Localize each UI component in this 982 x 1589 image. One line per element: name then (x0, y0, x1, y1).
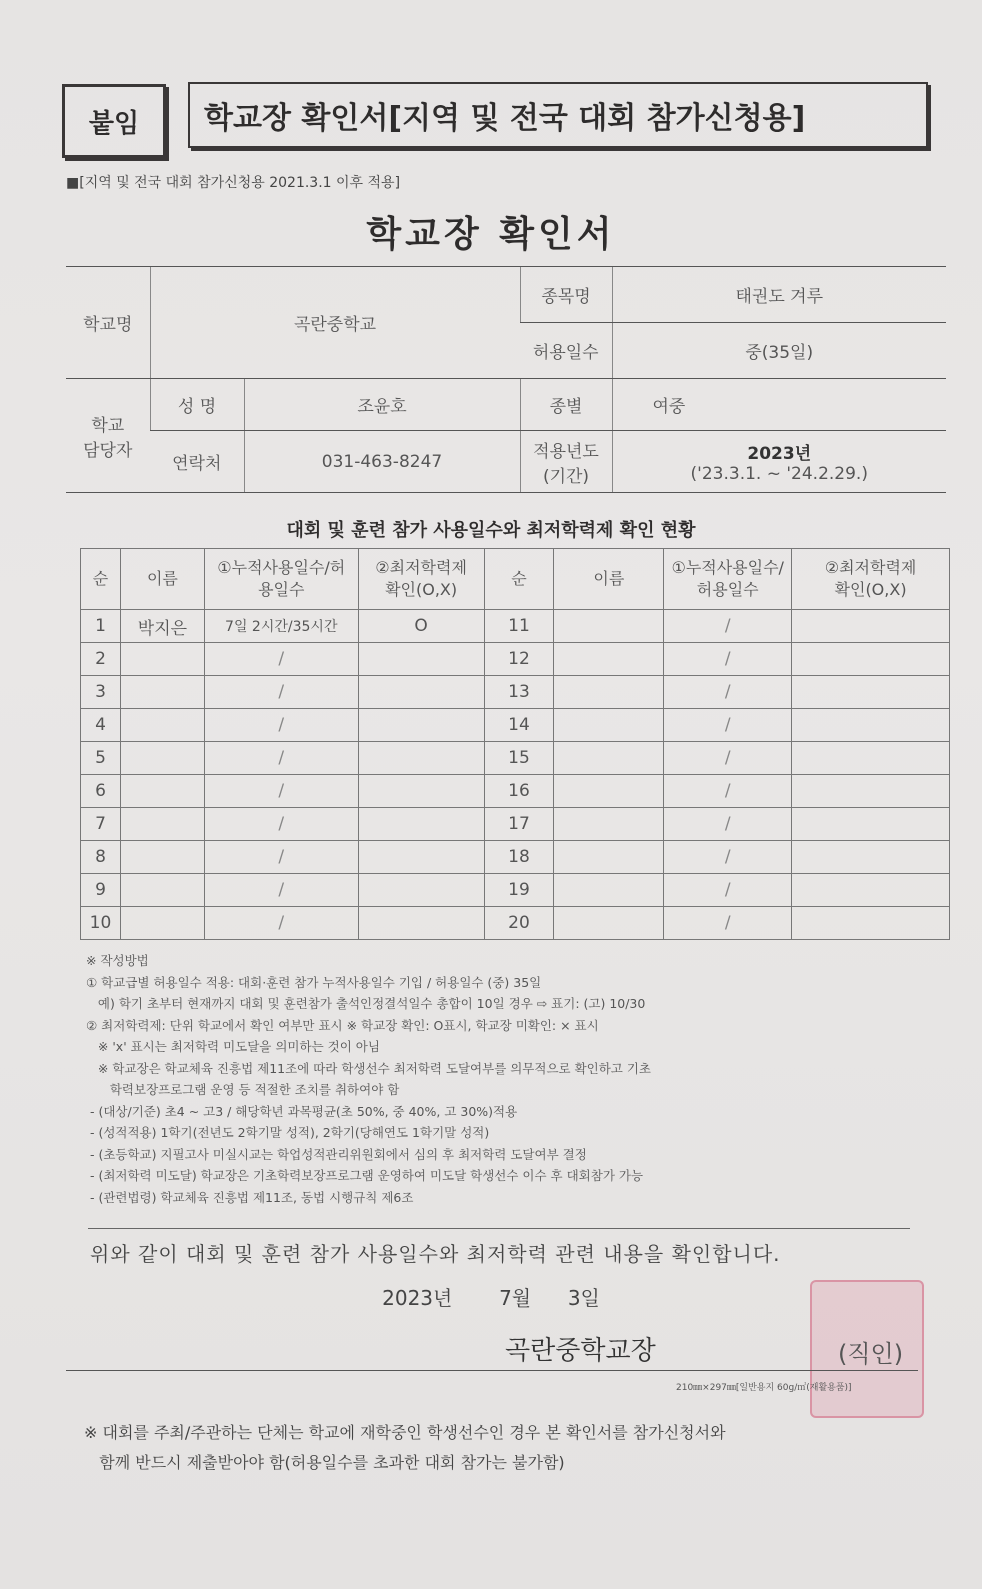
row-days-right: / (664, 874, 792, 907)
header-academic-line2: 확인(O,X) (385, 580, 458, 599)
attachment-label: 붙임 (62, 84, 166, 158)
row-check-right (792, 709, 950, 742)
year-label (520, 431, 612, 493)
header-days-right-line1: ①누적사용일수/ (671, 558, 784, 578)
row-days-right: / (664, 808, 792, 841)
row-days-right: / (664, 775, 792, 808)
row-no-right: 11 (484, 610, 554, 643)
row-no: 10 (81, 907, 121, 940)
row-check-right (792, 841, 950, 874)
row-check (358, 874, 484, 907)
contact-value: 031-463-8247 (244, 431, 520, 493)
row-name-right (554, 610, 664, 643)
row-no: 9 (81, 874, 121, 907)
row-name (120, 643, 204, 676)
row-name-right (554, 874, 664, 907)
header-no-right: 순 (484, 549, 554, 610)
row-name (120, 907, 204, 940)
row-name-right (554, 775, 664, 808)
row-no: 1 (81, 610, 121, 643)
row-name (120, 808, 204, 841)
row-check-right (792, 742, 950, 775)
period-value: ('23.3.1. ~ '24.2.29.) (690, 464, 868, 484)
note-line: - (관련법령) 학교체육 진흥법 제11조, 동법 시행규칙 제6조 (86, 1189, 414, 1205)
row-days: / (204, 775, 358, 808)
row-name-right (554, 709, 664, 742)
name-value: 조윤호 (244, 379, 520, 431)
allowed-days-value: 중(35일) (612, 323, 946, 379)
row-name-right (554, 841, 664, 874)
row-name (120, 874, 204, 907)
sport-label: 종목명 (520, 267, 612, 323)
table-row (81, 907, 950, 940)
row-days: / (204, 709, 358, 742)
table-row (81, 841, 950, 874)
top-notice: ■[지역 및 전국 대회 참가신청용 2021.3.1 이후 적용] (66, 175, 401, 191)
row-no-right: 12 (484, 643, 554, 676)
row-check-right (792, 874, 950, 907)
confirm-statement: 위와 같이 대회 및 훈련 참가 사용일수와 최저학력 관련 내용을 확인합니다. (90, 1242, 781, 1266)
table-header-row (81, 549, 950, 610)
table-row (81, 643, 950, 676)
row-days-right: / (664, 610, 792, 643)
row-check-right (792, 610, 950, 643)
row-days: / (204, 676, 358, 709)
info-table (66, 266, 946, 493)
note-line: 학력보장프로그램 운영 등 적절한 조치를 취하여야 함 (86, 1082, 400, 1097)
note-line: ※ 학교장은 학교체육 진흥법 제11조에 따라 학생선수 최저학력 도달여부를 의무적으로 확인하고 기초 (86, 1060, 652, 1076)
row-days: / (204, 874, 358, 907)
row-days-right: / (664, 841, 792, 874)
header-days-right (664, 549, 792, 610)
divider (88, 1228, 910, 1229)
row-days-right: / (664, 643, 792, 676)
header-days-line1: ①누적사용일수/허 (217, 558, 346, 578)
row-days-right: / (664, 676, 792, 709)
usage-table (80, 548, 950, 940)
row-no-right: 16 (484, 775, 554, 808)
row-no: 5 (81, 742, 121, 775)
note-line: - (최저학력 미도달) 학교장은 기초학력보장프로그램 운영하여 미도달 학생선수 이수 후 대회참가 가능 (86, 1168, 644, 1183)
row-check (358, 808, 484, 841)
date-month: 7월 (499, 1286, 532, 1310)
row-check-right (792, 676, 950, 709)
note-line: ① 학교급별 허용일수 적용: 대회·훈련 참가 누적사용일수 기입 / 허용일수 (중) 35일 (86, 974, 542, 990)
school-label: 학교명 (66, 267, 150, 379)
header-name: 이름 (120, 549, 204, 610)
divider (66, 1370, 918, 1371)
row-days: / (204, 808, 358, 841)
row-days-right: / (664, 709, 792, 742)
staff-label (66, 379, 150, 493)
footer-line: ※ 대회를 주최/주관하는 단체는 학교에 재학중인 학생선수인 경우 본 확인서를 참가신청서와 (84, 1423, 726, 1442)
note-line: ② 최저학력제: 단위 학교에서 확인 여부만 표시 ※ 학교장 확인: O표시, 학교장 미확인: × 표시 (86, 1017, 599, 1033)
staff-label-line1: 학교 (91, 415, 125, 436)
row-check-right (792, 808, 950, 841)
header-days-line2: 용일수 (258, 580, 305, 599)
date-day: 3일 (567, 1286, 600, 1310)
row-no-right: 19 (484, 874, 554, 907)
doc-title: 학교장 확인서 (366, 214, 616, 255)
table-row (81, 742, 950, 775)
seal-label: (직인) (838, 1340, 904, 1368)
category-value: 여중 (612, 379, 946, 431)
row-check (358, 742, 484, 775)
footer-line: 함께 반드시 제출받아야 함(허용일수를 초과한 대회 참가는 불가함) (84, 1453, 565, 1472)
row-name-right (554, 808, 664, 841)
row-no-right: 14 (484, 709, 554, 742)
row-days: 7일 2시간/35시간 (204, 610, 358, 643)
row-check-right (792, 643, 950, 676)
date-year: 2023년 (382, 1286, 453, 1310)
row-name (120, 676, 204, 709)
staff-label-line2: 담당자 (83, 440, 133, 461)
row-name-right (554, 643, 664, 676)
row-check (358, 709, 484, 742)
row-check-right (792, 907, 950, 940)
header-academic-line1: ②최저학력제 (375, 558, 467, 578)
year-label-line1: 적용년도 (533, 441, 599, 462)
header-no: 순 (81, 549, 121, 610)
table-row (81, 610, 950, 643)
note-line: 예) 학기 초부터 현재까지 대회 및 훈련참가 출석인정결석일수 총합이 10일 경우 ⇨ 표기: (고) 10/30 (86, 996, 646, 1011)
row-days-right: / (664, 742, 792, 775)
sport-value: 태권도 겨루 (612, 267, 946, 323)
table-title: 대회 및 훈련 참가 사용일수와 최저학력제 확인 현황 (286, 520, 696, 541)
row-days: / (204, 742, 358, 775)
row-no: 6 (81, 775, 121, 808)
name-label: 성 명 (150, 379, 244, 431)
header-academic-right-line2: 확인(O,X) (834, 580, 907, 599)
header-name-right: 이름 (554, 549, 664, 610)
row-no-right: 13 (484, 676, 554, 709)
row-no: 8 (81, 841, 121, 874)
row-name (120, 742, 204, 775)
row-name (120, 709, 204, 742)
row-check (358, 676, 484, 709)
note-line: - (성적적용) 1학기(전년도 2학기말 성적), 2학기(당해연도 1학기말 성적) (86, 1125, 490, 1140)
year-label-line2: (기간) (542, 466, 590, 487)
allowed-days-label: 허용일수 (520, 323, 612, 379)
row-name-right (554, 907, 664, 940)
row-no: 2 (81, 643, 121, 676)
header-academic (358, 549, 484, 610)
note-line: ※ 'x' 표시는 최저학력 미도달을 의미하는 것이 아님 (86, 1039, 380, 1054)
table-row (81, 676, 950, 709)
row-days: / (204, 643, 358, 676)
school-value: 곡란중학교 (150, 267, 520, 379)
row-no-right: 15 (484, 742, 554, 775)
header-academic-right-line1: ②최저학력제 (824, 558, 917, 578)
row-check (358, 643, 484, 676)
row-check (358, 907, 484, 940)
row-no: 4 (81, 709, 121, 742)
row-no: 7 (81, 808, 121, 841)
paper-spec: 210㎜×297㎜[일반용지 60g/㎡(재활용품)] (676, 1383, 852, 1393)
header-title: 학교장 확인서[지역 및 전국 대회 참가신청용] (188, 82, 928, 148)
row-name: 박지은 (120, 610, 204, 643)
table-row (81, 709, 950, 742)
table-row (81, 808, 950, 841)
year-value: 2023년 (747, 444, 812, 464)
year-cell (612, 431, 946, 493)
header-days (204, 549, 358, 610)
row-days-right: / (664, 907, 792, 940)
header-academic-right (792, 549, 950, 610)
note-line: - (초등학교) 지필고사 미실시교는 학업성적관리위원회에서 심의 후 최저학력 도달여부 결정 (86, 1146, 587, 1162)
row-name-right (554, 742, 664, 775)
row-no: 3 (81, 676, 121, 709)
principal-name: 곡란중학교장 (505, 1336, 656, 1366)
row-days: / (204, 841, 358, 874)
row-days: / (204, 907, 358, 940)
category-label: 종별 (520, 379, 612, 431)
row-no-right: 18 (484, 841, 554, 874)
row-name (120, 841, 204, 874)
footer-notice (84, 1418, 944, 1478)
writing-instructions (86, 950, 936, 1208)
header-days-right-line2: 허용일수 (696, 580, 759, 599)
row-no-right: 20 (484, 907, 554, 940)
contact-label: 연락처 (150, 431, 244, 493)
row-name (120, 775, 204, 808)
table-row (81, 874, 950, 907)
table-row (81, 775, 950, 808)
note-line: ※ 작성방법 (86, 953, 149, 968)
row-no-right: 17 (484, 808, 554, 841)
row-check (358, 841, 484, 874)
row-name-right (554, 676, 664, 709)
row-check-right (792, 775, 950, 808)
note-line: - (대상/기준) 초4 ~ 고3 / 해당학년 과목평균(초 50%, 중 40%, 고 30%)적용 (86, 1103, 518, 1119)
row-check: O (358, 610, 484, 643)
row-check (358, 775, 484, 808)
